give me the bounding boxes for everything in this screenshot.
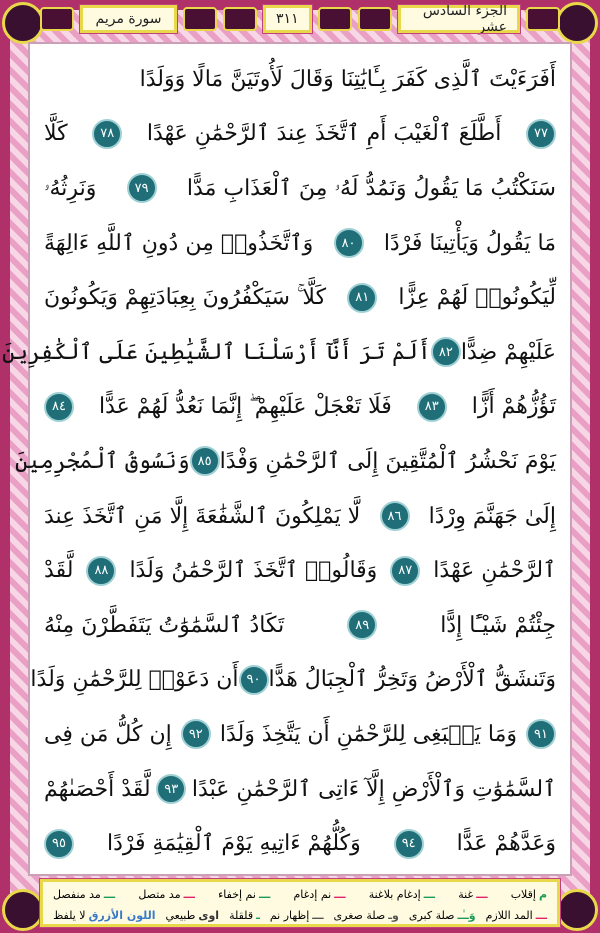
verse-text: كَلَّا ۚ سَيَكْفُرُونَ بِعِبَادَتِهِمْ وَيَكُونُونَ bbox=[44, 285, 327, 311]
surah-name: سورة مريم bbox=[80, 5, 177, 33]
legend-label: إقلاب bbox=[510, 888, 536, 901]
legend-label: طبيعي bbox=[165, 909, 196, 922]
legend-item bbox=[293, 888, 345, 901]
legend-label: غنة bbox=[458, 888, 474, 901]
legend-row bbox=[53, 884, 547, 905]
ayah-number-marker: ٨٩ bbox=[347, 610, 377, 640]
ayah-number-marker: ٨٨ bbox=[86, 556, 116, 586]
legend-symbol: اللون الأزرق bbox=[88, 909, 156, 922]
ayah-number-marker: ٨٤ bbox=[44, 392, 74, 422]
verse-text: أَن دَعَوْا۟ لِلرَّحْمَٰنِ وَلَدًا bbox=[30, 667, 239, 693]
verse-text: أَفَرَءَيْتَ ٱلَّذِى كَفَرَ بِـَٔايَٰتِنَا وَقَالَ لَأُوتَيَنَّ مَالًا وَوَلَدًا bbox=[139, 66, 556, 92]
quran-text bbox=[2, 42, 572, 876]
ayah-number-marker: ٨١ bbox=[347, 283, 377, 313]
legend-item bbox=[458, 888, 487, 901]
ornament bbox=[358, 7, 392, 31]
legend-item bbox=[511, 888, 547, 901]
legend-symbol: ـــ bbox=[535, 909, 547, 922]
page-header bbox=[40, 4, 560, 34]
verse-text: وَٱتَّخَذُوا۟ مِن دُونِ ٱللَّهِ ءَالِهَةً bbox=[44, 230, 314, 256]
legend-item bbox=[334, 909, 399, 922]
text-line bbox=[44, 216, 556, 271]
legend-symbol: ـــ bbox=[183, 888, 195, 901]
legend-item bbox=[53, 888, 115, 901]
verse-text: وَنَرِثُهُۥ bbox=[44, 175, 97, 201]
text-line bbox=[44, 543, 556, 598]
ayah-number-marker: ٩٥ bbox=[44, 829, 74, 859]
legend-label: المد اللازم bbox=[485, 909, 533, 922]
ayah-number-marker: ٨٧ bbox=[390, 556, 420, 586]
verse-text: لَّقَدْ أَحْصَىٰهُمْ bbox=[44, 776, 151, 802]
ornament bbox=[526, 7, 560, 31]
verse-text: وَتَنشَقُّ ٱلْأَرْضُ وَتَخِرُّ ٱلْجِبَالُ هَدًّا bbox=[268, 667, 556, 693]
verse-text: جِئْتُمْ شَيْـًٔا إِدًّا bbox=[440, 612, 556, 638]
verse-text: لَّا يَمْلِكُونَ ٱلشَّفَٰعَةَ إِلَّا مَنِ ٱتَّخَذَ عِندَ bbox=[44, 503, 361, 529]
ornament bbox=[318, 7, 352, 31]
legend-label: مد متصل bbox=[138, 888, 181, 901]
legend-item bbox=[166, 909, 220, 922]
ayah-number-marker: ٩٠ bbox=[239, 665, 269, 695]
verse-text: أَطَّلَعَ ٱلْغَيْبَ أَمِ ٱتَّخَذَ عِندَ ٱلرَّحْمَٰنِ عَهْدًا bbox=[146, 121, 502, 147]
legend-item bbox=[369, 888, 435, 901]
text-line bbox=[44, 52, 556, 107]
legend-symbol: وـ bbox=[388, 909, 399, 922]
verse-text: إِن كُلُّ مَن فِى bbox=[44, 721, 172, 747]
ayah-number-marker: ٨٢ bbox=[431, 337, 461, 367]
ayah-number-marker: ٨٥ bbox=[190, 446, 220, 476]
legend-label: لا يلفظ bbox=[53, 909, 86, 922]
legend-item bbox=[486, 909, 547, 922]
verse-text: ٱلرَّحْمَٰنِ عَهْدًا bbox=[433, 558, 556, 584]
verse-text: لِّيَكُونُوا۟ لَهُمْ عِزًّا bbox=[398, 285, 556, 311]
ayah-number-marker: ٧٩ bbox=[127, 173, 157, 203]
ornament bbox=[40, 7, 74, 31]
verse-text: يَوْمَ نَحْشُرُ ٱلْمُتَّقِينَ إِلَى ٱلرَّحْمَٰنِ وَفْدًا bbox=[219, 448, 556, 474]
verse-text: تَؤُزُّهُمْ أَزًّا bbox=[471, 394, 556, 420]
text-line bbox=[44, 161, 556, 216]
legend-label: إظهار نم bbox=[269, 909, 310, 922]
legend-label: نم إخفاء bbox=[218, 888, 256, 901]
ayah-number-marker: ٩٣ bbox=[156, 774, 186, 804]
legend-item bbox=[229, 909, 260, 922]
text-line bbox=[44, 380, 556, 435]
legend-symbol: ـــ bbox=[312, 909, 324, 922]
text-line bbox=[44, 270, 556, 325]
verse-text: وَنَسُوقُ ٱلْمُجْرِمِينَ bbox=[15, 448, 190, 474]
legend-item bbox=[218, 888, 270, 901]
verse-text: لَّقَدْ bbox=[44, 558, 74, 584]
ayah-number-marker: ٩٤ bbox=[394, 829, 424, 859]
juz-name: الجزء السادس عشر bbox=[398, 5, 520, 33]
text-line bbox=[15, 434, 556, 489]
corner-ornament bbox=[556, 889, 598, 931]
text-line bbox=[44, 598, 556, 653]
verse-text: وَعَدَّهُمْ عَدًّا bbox=[456, 831, 556, 857]
legend-label: مد منفصل bbox=[53, 888, 101, 901]
legend-symbol: ـــ bbox=[258, 888, 271, 901]
ayah-number-marker: ٨٣ bbox=[417, 392, 447, 422]
verse-text: تَكَادُ ٱلسَّمَٰوَٰتُ يَتَفَطَّرْنَ مِنْهُ bbox=[44, 612, 285, 638]
page-number: ٣١١ bbox=[263, 5, 312, 33]
ornament bbox=[223, 7, 257, 31]
verse-text: أَلَمْ تَرَ أَنَّآ أَرْسَلْنَا ٱلشَّيَٰطِينَ عَلَى ٱلْكَٰفِرِينَ bbox=[2, 339, 431, 365]
legend-item bbox=[138, 888, 195, 901]
legend-item bbox=[270, 909, 324, 922]
legend-label: نم إدغام bbox=[293, 888, 332, 901]
corner-ornament bbox=[2, 2, 44, 44]
text-line bbox=[44, 107, 556, 162]
legend-label: قلقلة bbox=[229, 909, 254, 922]
legend-symbol: وَــٰـ bbox=[457, 909, 476, 922]
legend-symbol: ـــ bbox=[103, 888, 116, 901]
legend-label: صلة صغرى bbox=[333, 909, 386, 922]
tajweed-legend bbox=[40, 879, 560, 927]
legend-symbol: ـــ bbox=[423, 888, 435, 901]
verse-text: وَقَالُوا۟ ٱتَّخَذَ ٱلرَّحْمَٰنُ وَلَدًا bbox=[129, 558, 378, 584]
text-line bbox=[44, 707, 556, 762]
ayah-number-marker: ٩١ bbox=[526, 719, 556, 749]
text-line bbox=[44, 816, 556, 871]
text-line bbox=[30, 653, 556, 708]
legend-symbol: ـ bbox=[256, 909, 260, 922]
text-line bbox=[2, 325, 556, 380]
corner-ornament bbox=[2, 889, 44, 931]
verse-text: إِلَىٰ جَهَنَّمَ وِرْدًا bbox=[428, 503, 556, 529]
legend-symbol: ـــ bbox=[476, 888, 488, 901]
legend-symbol: ـــ bbox=[334, 888, 346, 901]
corner-ornament bbox=[556, 2, 598, 44]
verse-text: فَلَا تَعْجَلْ عَلَيْهِمْ ۖ إِنَّمَا نَعُدُّ لَهُمْ عَدًّا bbox=[99, 394, 392, 420]
ayah-number-marker: ٨٠ bbox=[334, 228, 364, 258]
legend-item bbox=[409, 909, 476, 922]
ayah-number-marker: ٨٦ bbox=[380, 501, 410, 531]
text-line bbox=[44, 762, 556, 817]
legend-symbol: م bbox=[538, 888, 547, 901]
verse-text: عَلَيْهِمْ ضِدًّا bbox=[460, 339, 556, 365]
ornament bbox=[183, 7, 217, 31]
legend-label: صلة كبرى bbox=[408, 909, 455, 922]
verse-text: مَا يَقُولُ وَيَأْتِينَا فَرْدًا bbox=[383, 230, 556, 256]
verse-text: كَلَّا bbox=[44, 121, 68, 147]
verse-text: ٱلسَّمَٰوَٰتِ وَٱلْأَرْضِ إِلَّآ ءَاتِى ٱلرَّحْمَٰنِ عَبْدًا bbox=[191, 776, 556, 802]
verse-text: سَنَكْتُبُ مَا يَقُولُ وَنَمُدُّ لَهُۥ مِنَ ٱلْعَذَابِ مَدًّا bbox=[186, 175, 556, 201]
ayah-number-marker: ٧٨ bbox=[92, 119, 122, 149]
legend-row bbox=[53, 905, 547, 926]
legend-item bbox=[53, 909, 155, 922]
ayah-number-marker: ٩٢ bbox=[181, 719, 211, 749]
verse-text: وَمَا يَنۢبَغِى لِلرَّحْمَٰنِ أَن يَتَّخِذَ وَلَدًا bbox=[219, 721, 517, 747]
legend-symbol: اوى bbox=[198, 909, 220, 922]
verse-text: وَكُلُّهُمْ ءَاتِيهِ يَوْمَ ٱلْقِيَٰمَةِ فَرْدًا bbox=[107, 831, 361, 857]
ayah-number-marker: ٧٧ bbox=[526, 119, 556, 149]
legend-label: إدغام بلاغنة bbox=[368, 888, 421, 901]
text-line bbox=[44, 489, 556, 544]
